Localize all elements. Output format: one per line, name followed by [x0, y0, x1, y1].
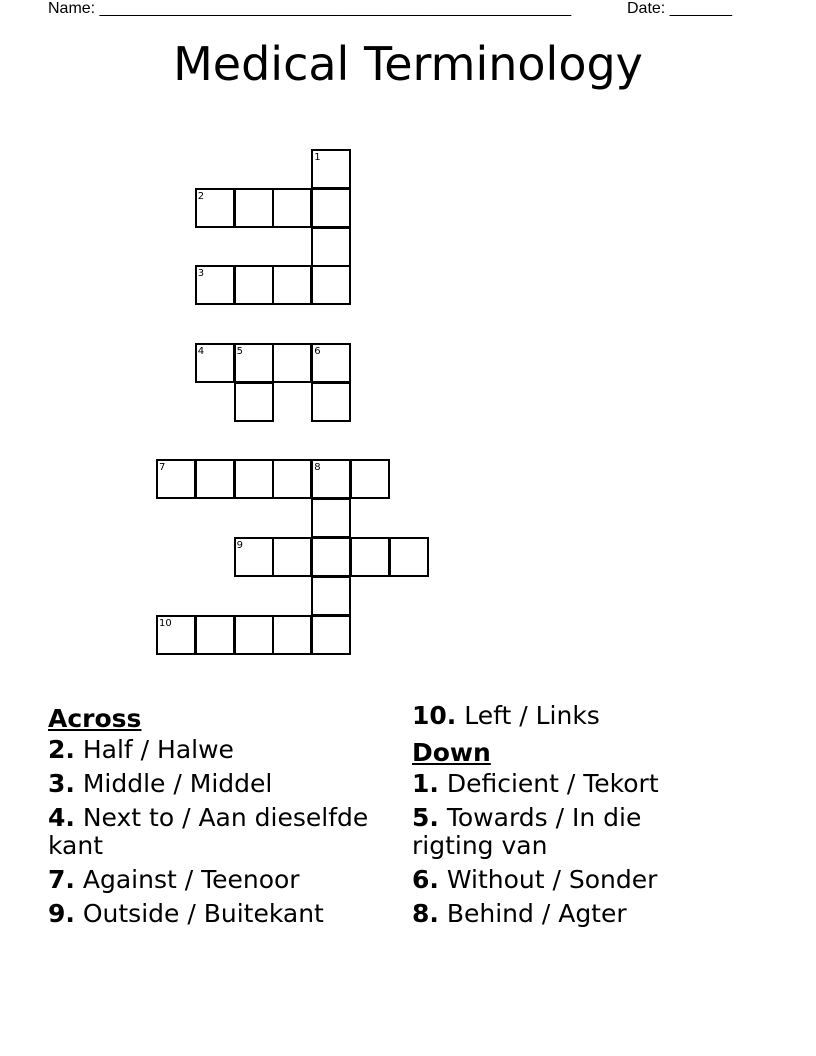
date-field[interactable]: Date: _______ — [627, 0, 732, 17]
grid-cell[interactable] — [272, 615, 312, 655]
grid-cell[interactable] — [272, 265, 312, 305]
clue-down-6 — [412, 866, 712, 894]
clue-text: Without / Sonder — [446, 865, 658, 894]
clue-number: 9. — [48, 899, 75, 928]
clue-text: Half / Halwe — [82, 735, 234, 764]
grid-cell[interactable] — [272, 537, 312, 577]
clue-down-1 — [412, 770, 712, 798]
name-field[interactable]: Name: _____________________________________________________ — [48, 0, 572, 17]
cell-number: 7 — [159, 462, 166, 474]
cell-number: 10 — [159, 617, 172, 629]
clue-number: 8. — [412, 899, 439, 928]
page-title: Medical Terminology — [173, 37, 643, 91]
clue-text: Middle / Middel — [82, 769, 273, 798]
cell-number: 3 — [197, 268, 205, 280]
clue-text: Behind / Agter — [446, 899, 627, 928]
clue-number: 3. — [48, 769, 75, 798]
clue-text: Against / Teenoor — [82, 865, 300, 894]
grid-cell[interactable] — [195, 615, 235, 655]
clue-down-5 — [412, 804, 712, 860]
clue-text: Outside / Buitekant — [82, 899, 324, 928]
clue-across-4 — [48, 804, 378, 860]
clue-number: 10. — [412, 701, 457, 730]
cell-number: 8 — [314, 462, 321, 474]
grid-cell[interactable] — [311, 227, 351, 267]
grid-cell[interactable] — [234, 343, 274, 383]
clue-text: Deficient / Tekort — [446, 769, 659, 798]
grid-cell[interactable] — [311, 576, 351, 616]
down-heading: Down — [412, 738, 491, 767]
grid-cell[interactable] — [311, 265, 351, 305]
grid-cell[interactable] — [350, 459, 390, 499]
grid-cell[interactable] — [195, 188, 235, 228]
grid-cell[interactable] — [195, 265, 235, 305]
grid-cell[interactable] — [234, 537, 274, 577]
cell-number: 6 — [314, 346, 321, 357]
grid-cell[interactable] — [234, 265, 274, 305]
grid-cell[interactable] — [234, 382, 274, 422]
cell-number: 9 — [236, 540, 243, 551]
clue-across-9 — [48, 900, 378, 928]
grid-cell[interactable] — [311, 459, 351, 499]
grid-cell[interactable] — [156, 459, 196, 499]
clue-across-7 — [48, 866, 378, 894]
grid-cell[interactable] — [272, 188, 312, 228]
clue-number: 4. — [48, 803, 75, 832]
grid-cell[interactable] — [311, 188, 351, 228]
grid-cell[interactable] — [311, 537, 351, 577]
grid-cell[interactable] — [272, 459, 312, 499]
clue-number: 2. — [48, 735, 75, 764]
clues-column-right — [412, 702, 712, 934]
clue-text: Towards / In die rigting van — [412, 803, 642, 860]
cell-number: 1 — [314, 152, 321, 163]
grid-cell[interactable] — [195, 459, 235, 499]
grid-cell[interactable] — [311, 382, 351, 422]
grid-cell[interactable] — [311, 343, 351, 383]
grid-cell[interactable] — [234, 615, 274, 655]
grid-cell[interactable] — [389, 537, 429, 577]
grid-cell[interactable] — [234, 188, 274, 228]
clue-across-3 — [48, 770, 378, 798]
grid-cell[interactable] — [311, 615, 351, 655]
cell-number: 2 — [197, 190, 205, 202]
clue-text: Left / Links — [464, 701, 600, 730]
clue-across-2 — [48, 736, 378, 764]
clue-number: 6. — [412, 865, 439, 894]
grid-cell[interactable] — [156, 615, 196, 655]
grid-cell[interactable] — [272, 343, 312, 383]
cell-number: 4 — [197, 346, 205, 357]
clue-down-8 — [412, 900, 712, 928]
cell-number: 5 — [236, 346, 243, 357]
clue-number: 5. — [412, 803, 439, 832]
grid-cell[interactable] — [311, 149, 351, 189]
clue-number: 1. — [412, 769, 439, 798]
grid-cell[interactable] — [350, 537, 390, 577]
clues-column-left — [48, 702, 378, 934]
across-heading: Across — [48, 704, 142, 733]
grid-cell[interactable] — [234, 459, 274, 499]
clue-across-10 — [412, 702, 712, 730]
grid-cell[interactable] — [311, 498, 351, 538]
clue-number: 7. — [48, 865, 75, 894]
grid-cell[interactable] — [195, 343, 235, 383]
clue-text: Next to / Aan dieselfde kant — [48, 803, 369, 860]
